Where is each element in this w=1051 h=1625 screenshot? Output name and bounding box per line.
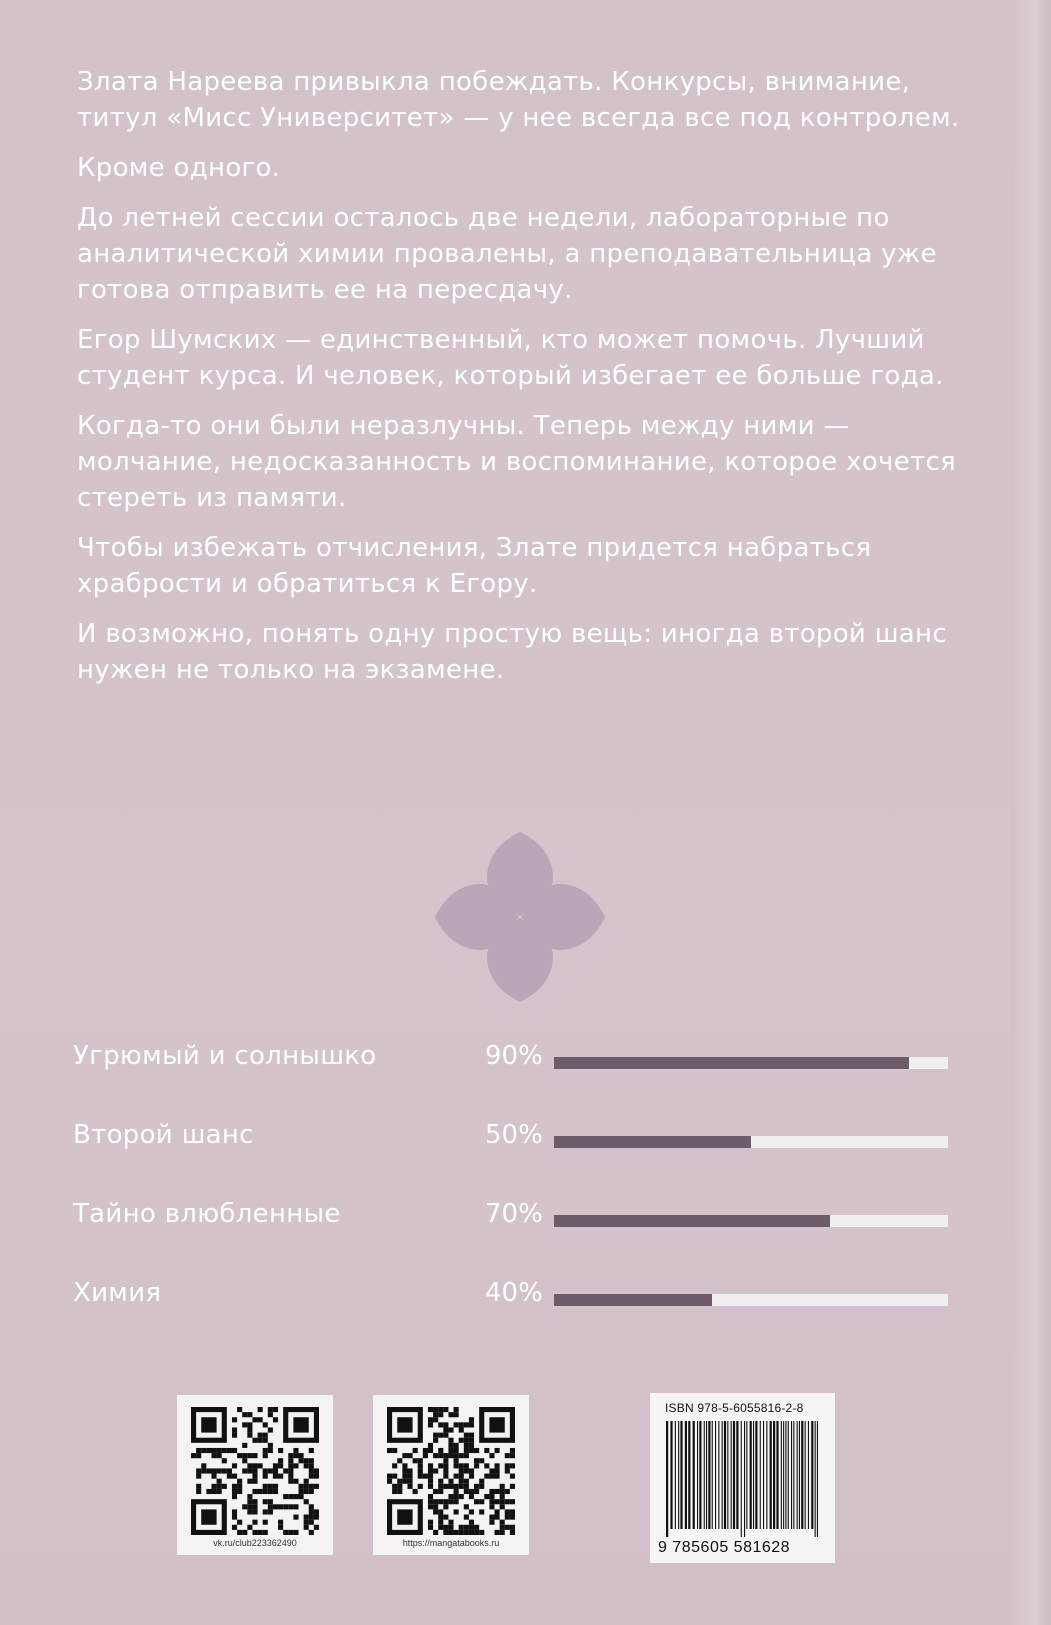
- trope-row: [73, 1117, 953, 1196]
- blurb-paragraph-6: Чтобы избежать отчисления, Злате придется набраться храбрости и обратиться к Егору.: [77, 533, 872, 599]
- qr-code-icon: [387, 1407, 515, 1535]
- trope-label: Второй шанс: [73, 1120, 254, 1150]
- cover-edge: [1011, 0, 1051, 1625]
- trope-meters: [73, 1038, 953, 1354]
- trope-percent: 40%: [485, 1278, 543, 1308]
- barcode-icon: [664, 1421, 822, 1537]
- trope-bar-track: [554, 1294, 948, 1306]
- barcode-digits: 9 785605 581628: [658, 1539, 791, 1556]
- blurb-paragraph-2: Кроме одного.: [77, 153, 281, 183]
- qr-card-vk[interactable]: [177, 1395, 333, 1555]
- blurb-paragraph-1: Злата Нареева привыкла побеждать. Конкурсы, внимание, титул «Мисс Университет» — у нее всегда все под контролем.: [77, 67, 960, 133]
- trope-bar-track: [554, 1057, 948, 1069]
- trope-label: Химия: [73, 1278, 162, 1308]
- trope-percent: 50%: [485, 1120, 543, 1150]
- trope-percent: 90%: [485, 1041, 543, 1071]
- qr-card-site[interactable]: [373, 1395, 529, 1555]
- qr-caption: vk.ru/club223362490: [213, 1538, 297, 1548]
- trope-bar-track: [554, 1215, 948, 1227]
- blurb-text: [77, 64, 977, 702]
- trope-bar-fill: [554, 1057, 909, 1069]
- trope-label: Тайно влюбленные: [73, 1199, 341, 1229]
- blurb-paragraph-3: До летней сессии осталось две недели, лабораторные по аналитической химии провалены, а преподавательница уже готова отправить ее на пересдачу.: [77, 203, 937, 305]
- isbn-label: ISBN 978-5-6055816-2-8: [665, 1401, 804, 1415]
- blurb-paragraph-5: Когда-то они были неразлучны. Теперь между ними — молчание, недосказанность и воспоминание, которое хочется стереть из памяти.: [77, 411, 956, 513]
- trope-bar-track: [554, 1136, 948, 1148]
- blurb-paragraph-4: Егор Шумских — единственный, кто может помочь. Лучший студент курса. И человек, который избегает ее больше года.: [77, 325, 944, 391]
- blurb-paragraph-7: И возможно, понять одну простую вещь: иногда второй шанс нужен не только на экзамене.: [77, 619, 947, 685]
- trope-row: [73, 1275, 953, 1354]
- trope-row: [73, 1196, 953, 1275]
- trope-row: [73, 1038, 953, 1117]
- four-petal-flower-icon: [425, 822, 615, 1012]
- trope-label: Угрюмый и солнышко: [73, 1041, 377, 1071]
- trope-bar-fill: [554, 1294, 712, 1306]
- trope-percent: 70%: [485, 1199, 543, 1229]
- qr-caption: https://mangatabooks.ru: [402, 1538, 500, 1548]
- qr-code-icon: [191, 1407, 319, 1535]
- trope-bar-fill: [554, 1215, 830, 1227]
- isbn-barcode: [650, 1393, 835, 1563]
- trope-bar-fill: [554, 1136, 751, 1148]
